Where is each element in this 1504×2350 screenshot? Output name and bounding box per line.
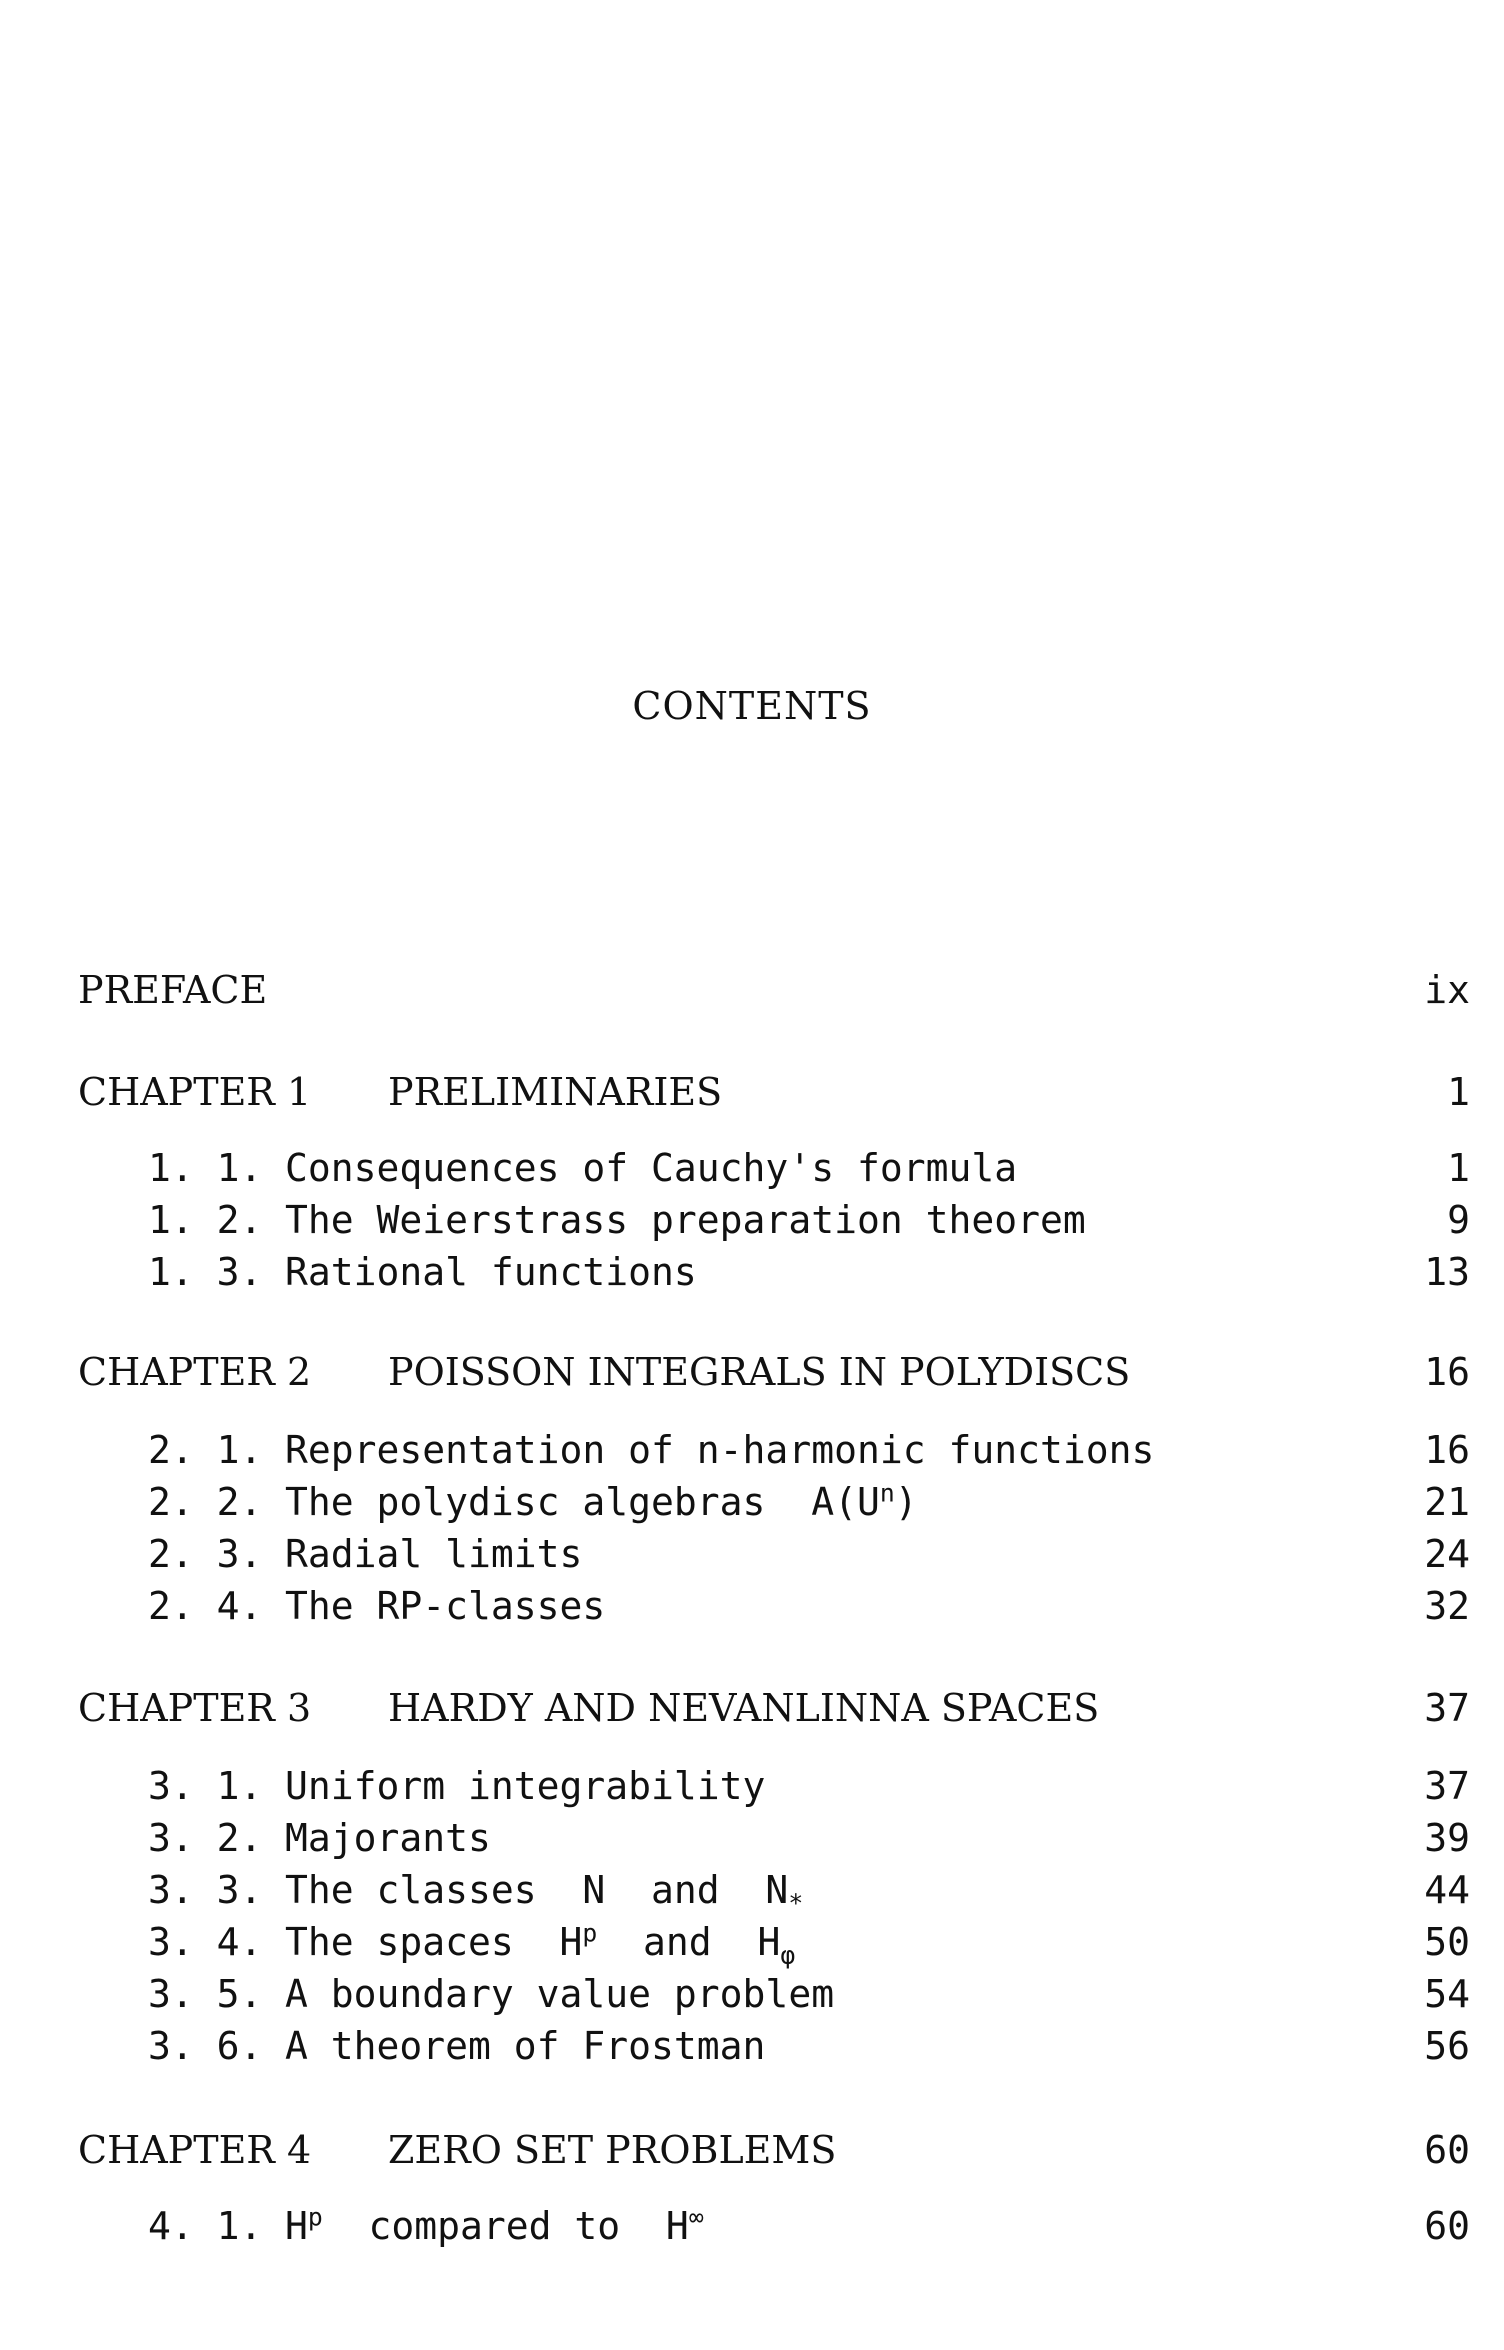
chapter-title: ZERO SET PROBLEMS — [388, 2128, 837, 2172]
section-title: A theorem of Frostman — [285, 2024, 766, 2068]
superscript: ∞ — [688, 2202, 704, 2232]
chapter-title: PRELIMINARIES — [388, 1070, 723, 1114]
toc-section-1-2[interactable] — [0, 1198, 1504, 1250]
toc-section-2-1[interactable] — [0, 1428, 1504, 1480]
toc-section-1-1[interactable] — [0, 1146, 1504, 1198]
subscript: φ — [780, 1940, 796, 1970]
page-number: 16 — [1424, 1428, 1470, 1472]
toc-chapter-3[interactable] — [0, 1686, 1504, 1738]
toc-section-3-6[interactable] — [0, 2024, 1504, 2076]
page-number: 24 — [1424, 1532, 1470, 1576]
section-number: 2. 4. — [148, 1584, 263, 1628]
toc-section-3-4[interactable] — [0, 1920, 1504, 1972]
section-title: A boundary value problem — [285, 1972, 835, 2016]
page-number: 16 — [1424, 1350, 1470, 1394]
section-title-text: compared to H — [322, 2204, 689, 2248]
page-number: 37 — [1424, 1686, 1470, 1730]
section-number: 3. 1. — [148, 1764, 263, 1808]
page-number: 44 — [1424, 1868, 1470, 1912]
toc-chapter-1[interactable] — [0, 1070, 1504, 1122]
toc-chapter-4[interactable] — [0, 2128, 1504, 2180]
section-title-text: ) — [894, 1480, 918, 1524]
page-number: 1 — [1447, 1070, 1470, 1114]
section-number: 4. 1. — [148, 2204, 263, 2248]
toc-section-3-1[interactable] — [0, 1764, 1504, 1816]
toc-section-1-3[interactable] — [0, 1250, 1504, 1302]
section-number: 1. 3. — [148, 1250, 263, 1294]
section-number: 2. 3. — [148, 1532, 263, 1576]
page-number: 32 — [1424, 1584, 1470, 1628]
section-number: 2. 2. — [148, 1480, 263, 1524]
superscript: n — [879, 1478, 895, 1508]
section-number: 1. 1. — [148, 1146, 263, 1190]
section-title — [285, 1918, 796, 1970]
section-title — [285, 1868, 804, 1918]
preface-label: PREFACE — [78, 968, 268, 1012]
toc-section-3-2[interactable] — [0, 1816, 1504, 1868]
section-number: 3. 2. — [148, 1816, 263, 1860]
section-title-text: The polydisc algebras A(U — [285, 1480, 880, 1524]
page-title: CONTENTS — [632, 684, 872, 728]
section-title-text: The classes N and N — [285, 1868, 789, 1912]
page-number: 9 — [1447, 1198, 1470, 1242]
toc-chapter-2[interactable] — [0, 1350, 1504, 1402]
chapter-label: CHAPTER 1 — [78, 1070, 312, 1114]
section-title-text: The spaces H — [285, 1920, 583, 1964]
chapter-label: CHAPTER 3 — [78, 1686, 312, 1730]
toc-section-3-3[interactable] — [0, 1868, 1504, 1920]
section-title-text: H — [285, 2204, 308, 2248]
page-number: 60 — [1424, 2128, 1470, 2172]
page-number: 37 — [1424, 1764, 1470, 1808]
section-title: The RP-classes — [285, 1584, 606, 1628]
section-title-text: and H — [597, 1920, 781, 1964]
page-number: 13 — [1424, 1250, 1470, 1294]
section-title: Representation of n-harmonic functions — [285, 1428, 1155, 1472]
page-number: 54 — [1424, 1972, 1470, 2016]
section-number: 3. 6. — [148, 2024, 263, 2068]
page-number: 60 — [1424, 2204, 1470, 2248]
toc-section-2-4[interactable] — [0, 1584, 1504, 1636]
section-title: Rational functions — [285, 1250, 697, 1294]
chapter-label: CHAPTER 4 — [78, 2128, 312, 2172]
page-number: 39 — [1424, 1816, 1470, 1860]
section-number: 1. 2. — [148, 1198, 263, 1242]
page-number: 56 — [1424, 2024, 1470, 2068]
chapter-title: POISSON INTEGRALS IN POLYDISCS — [388, 1350, 1131, 1394]
toc-section-3-5[interactable] — [0, 1972, 1504, 2024]
toc-section-4-1[interactable] — [0, 2204, 1504, 2256]
section-title — [285, 1480, 918, 1524]
section-title: Consequences of Cauchy's formula — [285, 1146, 1018, 1190]
section-number: 3. 5. — [148, 1972, 263, 2016]
section-number: 2. 1. — [148, 1428, 263, 1472]
page-number: 50 — [1424, 1920, 1470, 1964]
toc-section-2-2[interactable] — [0, 1480, 1504, 1532]
page-number: 1 — [1447, 1146, 1470, 1190]
toc-entry-preface[interactable] — [0, 968, 1504, 1020]
page-number: 21 — [1424, 1480, 1470, 1524]
section-number: 3. 4. — [148, 1920, 263, 1964]
section-title: Uniform integrability — [285, 1764, 766, 1808]
section-title: Majorants — [285, 1816, 491, 1860]
toc-section-2-3[interactable] — [0, 1532, 1504, 1584]
section-number: 3. 3. — [148, 1868, 263, 1912]
superscript: p — [582, 1918, 598, 1948]
page-number: ix — [1424, 968, 1470, 1012]
chapter-title: HARDY AND NEVANLINNA SPACES — [388, 1686, 1100, 1730]
section-title: Radial limits — [285, 1532, 583, 1576]
subscript: * — [788, 1888, 804, 1918]
section-title: The Weierstrass preparation theorem — [285, 1198, 1086, 1242]
chapter-label: CHAPTER 2 — [78, 1350, 312, 1394]
superscript: p — [307, 2202, 323, 2232]
section-title — [285, 2204, 704, 2248]
